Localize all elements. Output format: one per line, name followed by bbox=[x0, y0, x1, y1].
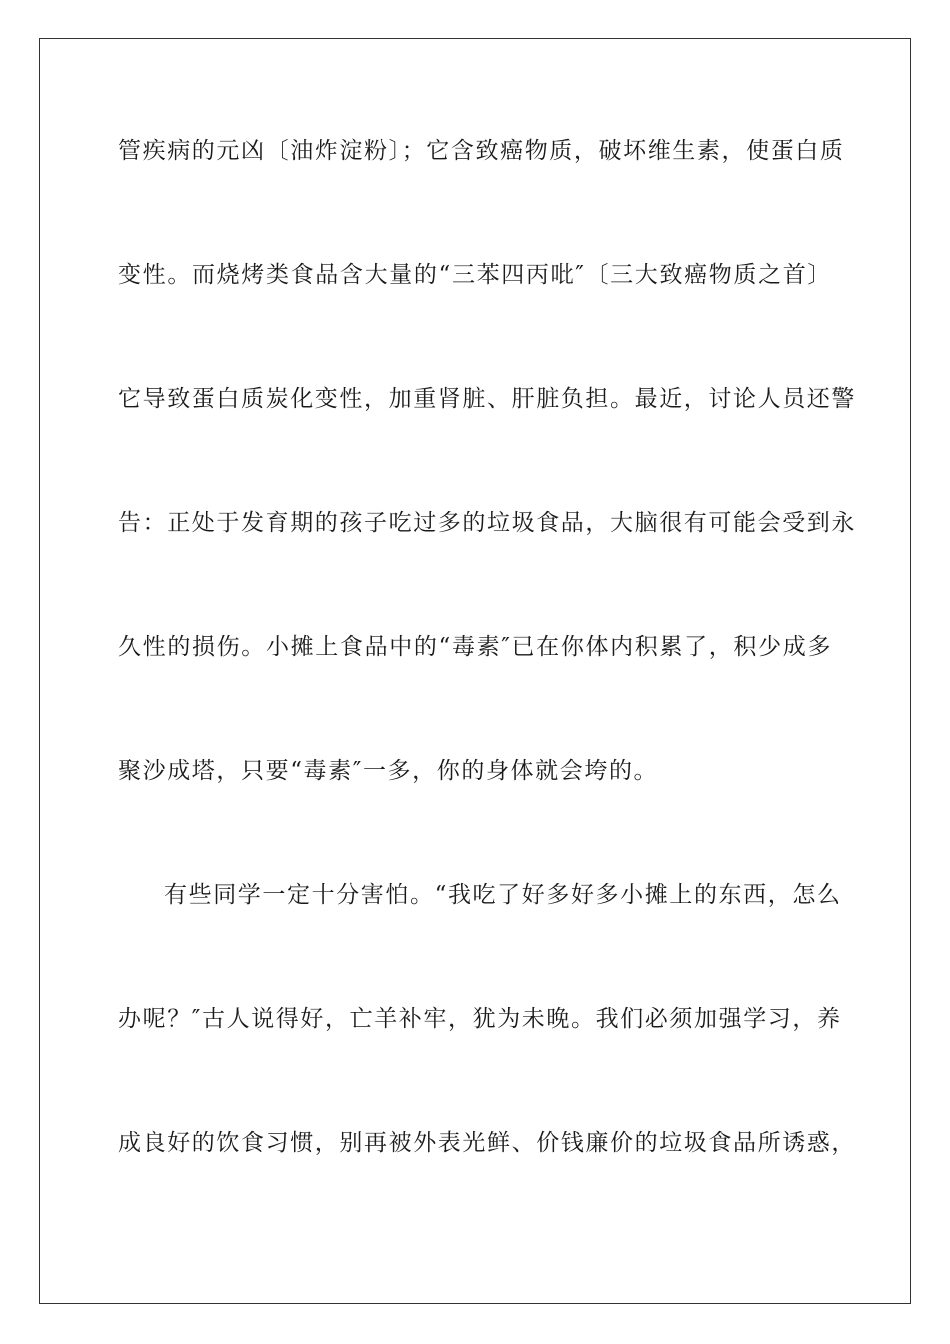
text-line-3: 它导致蛋白质炭化变性，加重肾脏、肝脏负担。最近，讨论人员还警 bbox=[118, 386, 856, 412]
text-line-4: 告：正处于发育期的孩子吃过多的垃圾食品，大脑很有可能会受到永 bbox=[118, 510, 856, 536]
text-line-7: 有些同学一定十分害怕。“我吃了好多好多小摊上的东西，怎么 bbox=[164, 882, 842, 908]
text-line-9: 成良好的饮食习惯，别再被外表光鲜、价钱廉价的垃圾食品所诱惑， bbox=[118, 1130, 856, 1156]
text-line-2: 变性。而烧烤类食品含大量的“三苯四丙吡″〔三大致癌物质之首〕 bbox=[118, 262, 832, 288]
page-border bbox=[39, 38, 911, 1304]
text-line-6: 聚沙成塔，只要“毒素″一多，你的身体就会垮的。 bbox=[118, 758, 659, 784]
text-line-1: 管疾病的元凶〔油炸淀粉〕；它含致癌物质，破坏维生素，使蛋白质 bbox=[118, 138, 845, 164]
text-line-8: 办呢？″古人说得好，亡羊补牢，犹为未晚。我们必须加强学习，养 bbox=[118, 1006, 842, 1032]
text-line-5: 久性的损伤。小摊上食品中的“毒素″已在你体内积累了，积少成多 bbox=[118, 634, 832, 660]
